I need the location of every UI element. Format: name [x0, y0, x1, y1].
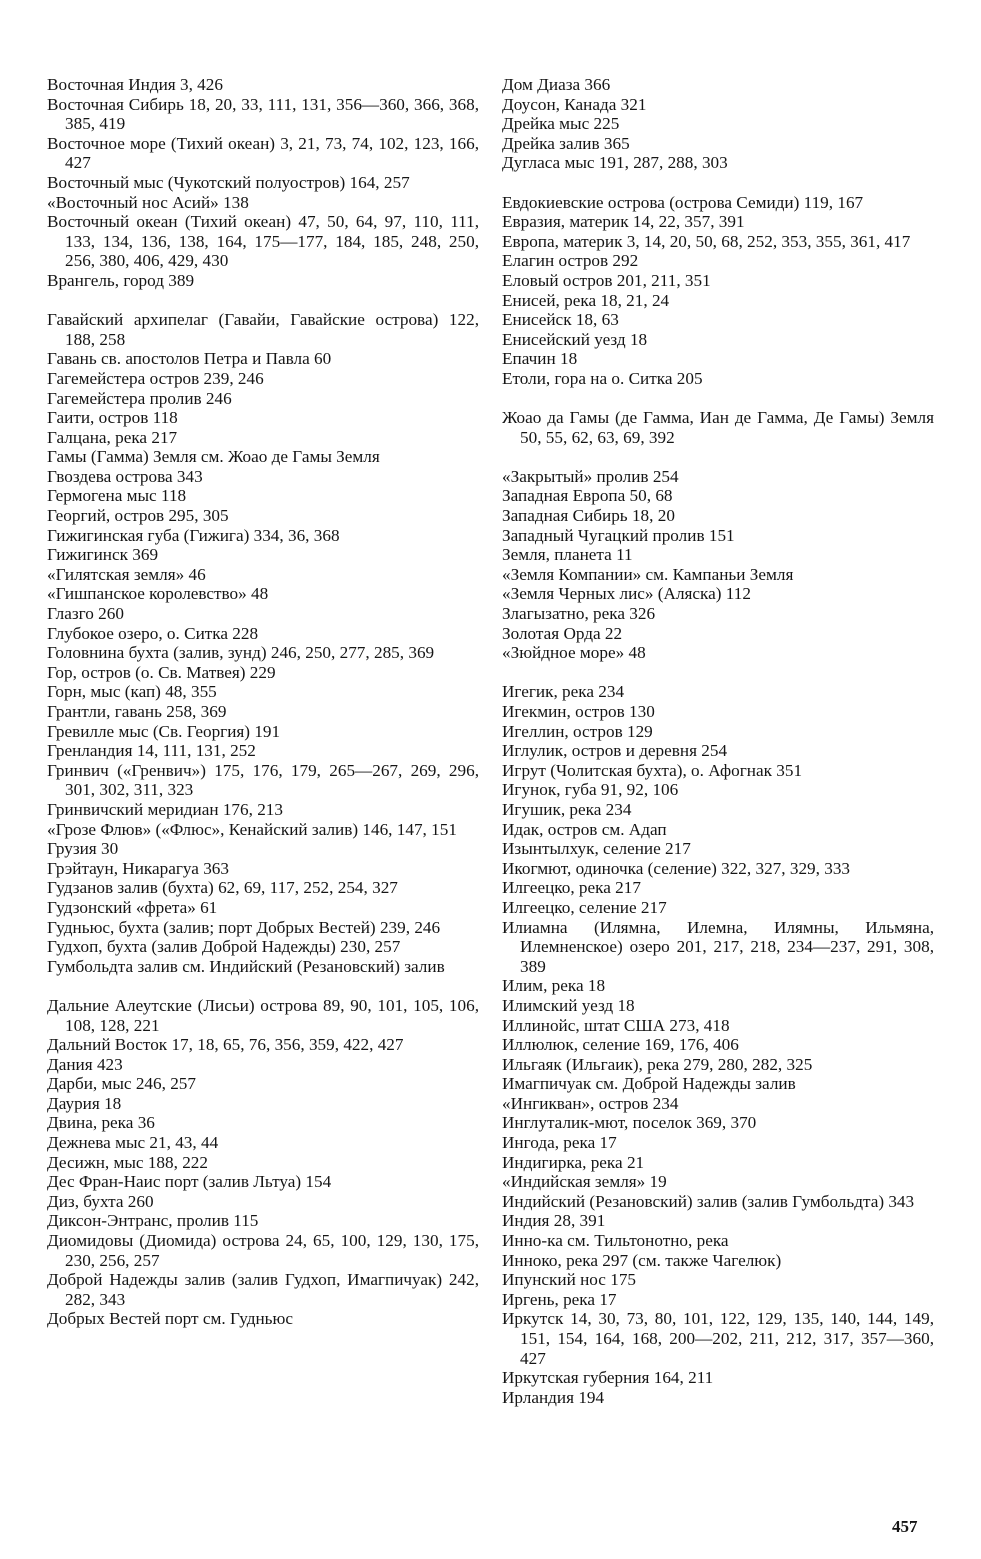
index-entry: Дом Диаза 366	[502, 75, 611, 94]
index-entry: Дарби, мыс 246, 257	[47, 1074, 196, 1094]
index-entry: Доусон, Канада 321	[502, 94, 647, 114]
index-entry: Гор, остров (о. Св. Матвея) 229	[47, 662, 276, 682]
index-entry: Инглуталик-мют, поселок 369, 370	[502, 1113, 757, 1133]
letter-group	[502, 75, 934, 173]
index-entry: Диз, бухта 260	[47, 1191, 154, 1211]
index-entry: Енисей, река 18, 21, 24	[502, 290, 670, 310]
index-entry: Гагемейстера остров 239, 246	[47, 368, 264, 388]
index-entry: Злагызатно, река 326	[502, 604, 656, 624]
letter-group	[47, 996, 479, 1329]
index-entry: Игушик, река 234	[502, 799, 632, 819]
index-entry: Золотая Орда 22	[502, 623, 623, 643]
index-entry: Гижигинск 369	[47, 545, 159, 565]
letter-group	[502, 408, 934, 447]
index-entry: «Восточный нос Асий» 138	[47, 192, 249, 212]
index-entry: Илимский уезд 18	[502, 995, 635, 1015]
index-entry: Галцана, река 217	[47, 427, 178, 447]
index-entry: Енисейск 18, 63	[502, 310, 619, 330]
index-entry: «Ингикван», остров 234	[502, 1093, 679, 1113]
index-entry: Инноко, река 297 (см. также Чагелюк)	[502, 1250, 782, 1270]
index-entry: Десижн, мыс 188, 222	[47, 1152, 208, 1172]
index-entry: Елагин остров 292	[502, 251, 639, 271]
letter-group-separator	[502, 663, 934, 683]
index-entry: Гревилле мыс (Св. Георгия) 191	[47, 721, 281, 741]
index-entry: Западная Сибирь 18, 20	[502, 506, 675, 526]
index-entry: Дрейка мыс 225	[502, 114, 620, 134]
index-entry: Двина, река 36	[47, 1113, 155, 1133]
index-entry: Западный Чугацкий пролив 151	[502, 525, 735, 545]
index-entry: Илгеецко, река 217	[502, 878, 641, 898]
index-entry: Глазго 260	[47, 604, 124, 624]
index-entry: Врангель, город 389	[47, 270, 195, 290]
index-entry: Иркутск 14, 30, 73, 80, 101, 122, 129, 135, 140, 144, 149, 151, 154, 164, 168, 200—202, 211, 212, 317, 357—360, 427	[502, 1309, 934, 1368]
index-entry: Грузия 30	[47, 839, 119, 859]
index-entry: Восточный мыс (Чукотский полуостров) 164, 257	[47, 172, 410, 192]
index-entry: Дрейка залив 365	[502, 133, 630, 153]
letter-group	[502, 193, 934, 389]
page-number: 457	[892, 1517, 918, 1536]
index-entry: «Закрытый» пролив 254	[502, 466, 679, 486]
index-entry: Енисейский уезд 18	[502, 329, 648, 349]
index-entry: Гудхоп, бухта (залив Доброй Надежды) 230, 257	[47, 937, 401, 957]
index-entry: Гижигинская губа (Гижига) 334, 36, 368	[47, 525, 340, 545]
index-entry: Гудзанов залив (бухта) 62, 69, 117, 252, 254, 327	[47, 878, 398, 898]
index-entry: Восточное море (Тихий океан) 3, 21, 73, 74, 102, 123, 166, 427	[47, 133, 479, 173]
index-entry: Гагемейстера пролив 246	[47, 388, 232, 408]
index-entry: «Земля Черных лис» (Аляска) 112	[502, 584, 751, 604]
index-entry: Земля, планета 11	[502, 545, 633, 565]
index-entry: Восточный океан (Тихий океан) 47, 50, 64, 97, 110, 111, 133, 134, 136, 138, 164, 175—177, 184, 185, 248, 250, 256, 380, 406, 429, 430	[47, 212, 479, 271]
index-entry: Восточная Сибирь 18, 20, 33, 111, 131, 356—360, 366, 368, 385, 419	[47, 94, 479, 134]
letter-group	[502, 682, 934, 1407]
index-entry: Иркутская губерния 164, 211	[502, 1368, 714, 1388]
index-entry: Иглулик, остров и деревня 254	[502, 741, 728, 761]
index-entry: Изынтылхук, селение 217	[502, 839, 691, 859]
index-entry: Грантли, гавань 258, 369	[47, 702, 227, 721]
index-entry: Иллюлюк, селение 169, 176, 406	[502, 1035, 739, 1055]
index-entry: «Грозе Флюв» («Флюс», Кенайский залив) 146, 147, 151	[47, 819, 457, 839]
index-entry: Гренландия 14, 111, 131, 252	[47, 741, 256, 761]
index-entry: Добрых Вестей порт см. Гудньюс	[47, 1309, 293, 1329]
index-entry: Гамы (Гамма) Земля см. Жоао де Гамы Земля	[47, 447, 380, 467]
index-entry: Жоао да Гамы (де Гамма, Иан де Гамма, Де Гамы) Земля 50, 55, 62, 63, 69, 392	[502, 408, 934, 447]
index-entry: Ипунский нос 175	[502, 1270, 637, 1290]
index-entry: Гудзонский «фрета» 61	[47, 897, 218, 917]
letter-group-separator	[502, 173, 934, 193]
index-entry: Европа, материк 3, 14, 20, 50, 68, 252, 353, 355, 361, 417	[502, 231, 911, 251]
index-entry: «Зюйдное море» 48	[502, 643, 646, 663]
index-entry: Дальний Восток 17, 18, 65, 76, 356, 359, 422, 427	[47, 1035, 404, 1055]
letter-group-separator	[47, 976, 479, 996]
index-entry: Гринвичский меридиан 176, 213	[47, 799, 283, 819]
index-entry: Гермогена мыс 118	[47, 486, 187, 506]
index-entry: Евразия, материк 14, 22, 357, 391	[502, 212, 745, 232]
index-entry: Диомидовы (Диомида) острова 24, 65, 100, 129, 130, 175, 230, 256, 257	[47, 1231, 479, 1270]
index-entry: Епачин 18	[502, 349, 578, 369]
letter-group-separator	[502, 447, 934, 467]
letter-group-separator	[47, 291, 479, 311]
index-entry: Игеллин, остров 129	[502, 721, 653, 741]
index-entry: Игунок, губа 91, 92, 106	[502, 780, 679, 800]
index-entry: Евдокиевские острова (острова Семиди) 119, 167	[502, 192, 864, 212]
index-entry: Ильгаяк (Ильгаик), река 279, 280, 282, 325	[502, 1054, 813, 1074]
index-entry: Гавань св. апостолов Петра и Павла 60	[47, 349, 332, 369]
index-column-right	[502, 75, 934, 1407]
index-entry: Икогмют, одиночка (селение) 322, 327, 329, 333	[502, 858, 851, 878]
index-entry: Илгеецко, селение 217	[502, 897, 667, 917]
index-entry: Ирландия 194	[502, 1387, 605, 1407]
index-entry: Дальние Алеутские (Лисьи) острова 89, 90, 101, 105, 106, 108, 128, 221	[47, 995, 479, 1035]
index-entry: Гудньюс, бухта (залив; порт Добрых Вестей) 239, 246	[47, 917, 441, 937]
index-entry: Западная Европа 50, 68	[502, 486, 673, 506]
index-entry: «Индийская земля» 19	[502, 1172, 667, 1192]
index-entry: Гвоздева острова 343	[47, 466, 203, 486]
index-entry: Идак, остров см. Адап	[502, 819, 667, 839]
letter-group	[47, 310, 479, 976]
index-entry: Имагпичуак см. Доброй Надежды залив	[502, 1074, 796, 1094]
index-entry: Дес Фран-Наис порт (залив Льтуа) 154	[47, 1172, 332, 1192]
index-entry: Игрут (Чолитская бухта), о. Афогнак 351	[502, 760, 803, 780]
index-entry: Глубокое озеро, о. Ситка 228	[47, 623, 259, 643]
index-entry: Гумбольдта залив см. Индийский (Резановский) залив	[47, 956, 445, 976]
index-entry: Гринвич («Гренвич») 175, 176, 179, 265—267, 269, 296, 301, 302, 311, 323	[47, 760, 479, 800]
index-entry: Иргень, река 17	[502, 1289, 617, 1309]
index-entry: Даурия 18	[47, 1093, 122, 1113]
index-entry: Гаити, остров 118	[47, 408, 178, 428]
index-entry: Дежнева мыс 21, 43, 44	[47, 1133, 219, 1153]
index-entry: Индия 28, 391	[502, 1211, 606, 1231]
index-entry: Илиамна (Илямна, Илемна, Илямны, Ильмяна, Илемненское) озеро 201, 217, 218, 234—237, 291, 308, 389	[502, 917, 934, 976]
index-entry: Грэйтаун, Никарагуа 363	[47, 858, 229, 878]
index-entry: Ингода, река 17	[502, 1133, 617, 1153]
letter-group-separator	[502, 389, 934, 409]
index-entry: «Гишпанское королевство» 48	[47, 584, 269, 604]
index-entry: Иллинойс, штат США 273, 418	[502, 1015, 730, 1035]
index-entry: Горн, мыс (кап) 48, 355	[47, 682, 217, 702]
index-entry: Доброй Надежды залив (залив Гудхоп, Имагпичуак) 242, 282, 343	[47, 1270, 479, 1309]
index-entry: Головнина бухта (залив, зунд) 246, 250, 277, 285, 369	[47, 643, 435, 663]
index-entry: Диксон-Энтранс, пролив 115	[47, 1211, 259, 1231]
index-entry: Етоли, гора на о. Ситка 205	[502, 368, 703, 388]
index-entry: Дугласа мыс 191, 287, 288, 303	[502, 153, 728, 173]
index-entry: Илим, река 18	[502, 976, 606, 996]
index-entry: Игекмин, остров 130	[502, 702, 655, 721]
index-entry: Индийский (Резановский) залив (залив Гумбольдта) 343	[502, 1191, 915, 1211]
index-column-left	[47, 75, 479, 1329]
index-entry: Индигирка, река 21	[502, 1152, 645, 1172]
index-entry: Еловый остров 201, 211, 351	[502, 270, 711, 290]
index-entry: «Гилятская земля» 46	[47, 564, 206, 584]
letter-group	[47, 75, 479, 291]
index-entry: Гавайский архипелаг (Гавайи, Гавайские острова) 122, 188, 258	[47, 310, 479, 349]
index-entry: Игегик, река 234	[502, 682, 625, 702]
index-entry: «Земля Компании» см. Кампаньи Земля	[502, 564, 794, 584]
index-entry: Восточная Индия 3, 426	[47, 75, 223, 94]
index-entry: Инно-ка см. Тильтонотно, река	[502, 1231, 729, 1251]
letter-group	[502, 467, 934, 663]
index-entry: Дания 423	[47, 1054, 123, 1074]
index-entry: Георгий, остров 295, 305	[47, 506, 229, 526]
